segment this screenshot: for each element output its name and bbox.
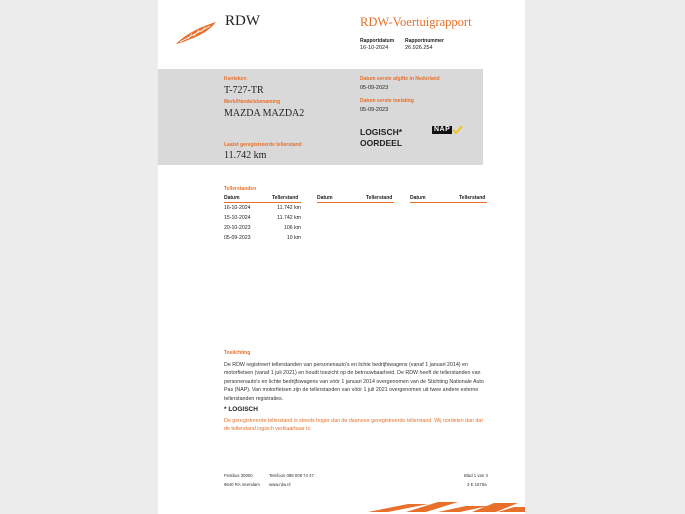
table-header-rule	[224, 202, 301, 203]
footer-website[interactable]: www.rdw.nl	[269, 482, 291, 487]
row-date: 15-10-2024	[224, 215, 251, 221]
table-row	[224, 215, 301, 225]
nap-badge	[432, 125, 463, 134]
row-reading: 106 km	[283, 225, 301, 231]
first-admission-label: Datum eerste toelating	[360, 98, 414, 104]
odometer-label: Laatst geregistreerde tellerstand	[224, 142, 302, 148]
footer-po-box: Postbus 30000	[224, 473, 253, 478]
plate-label: Kenteken	[224, 76, 247, 82]
report-title: RDW-Voertuigrapport	[360, 15, 472, 29]
report-date-label: Rapportdatum	[360, 38, 395, 44]
table-row	[224, 225, 301, 235]
table-header-rule-2	[317, 202, 394, 203]
col-date-header-3: Datum	[410, 195, 426, 201]
row-date: 05-09-2023	[224, 235, 251, 241]
row-date: 16-10-2024	[224, 205, 251, 211]
readings-table	[224, 205, 301, 245]
brand-name: RDW	[225, 13, 260, 29]
vehicle-panel	[158, 69, 483, 165]
first-admission-date: 05-09-2023	[360, 107, 389, 113]
col-date-header-2: Datum	[317, 195, 333, 201]
plate-number: T-727-TR	[224, 85, 264, 96]
verdict-line1: LOGISCH*	[360, 127, 403, 137]
nap-label: NAP	[434, 125, 451, 133]
col-reading-header-3: Tellerstand	[459, 195, 486, 201]
make-model: MAZDA MAZDA2	[224, 108, 305, 119]
report-date: 16-10-2024	[360, 45, 389, 51]
rdw-feather-logo-icon	[174, 20, 218, 46]
verdict-line2: OORDEEL	[360, 138, 403, 148]
rdw-stripes-decoration	[368, 500, 525, 514]
checkmark-icon	[452, 125, 463, 134]
col-date-header: Datum	[224, 195, 240, 201]
explanation-title: Toelichting	[224, 350, 251, 356]
col-reading-header-2: Tellerstand	[366, 195, 393, 201]
table-row	[224, 235, 301, 245]
row-date: 20-10-2023	[224, 225, 251, 231]
footer-phone: Telefoon 088 008 74 47	[269, 473, 314, 478]
first-nl-date: 05-09-2023	[360, 85, 389, 91]
first-nl-label: Datum eerste afgifte in Nederland	[360, 76, 440, 82]
row-reading: 11.742 km	[277, 215, 301, 221]
table-row	[224, 205, 301, 215]
explanation-paragraph: De RDW registreert tellerstanden van personenauto's en lichte bedrijfswagens (vanaf 1 januari 2014) en motorfietsen (vanaf 1 juli 2021) en houdt toezicht op de betrouwbaarheid. De RDW heeft de tellerstanden van personenauto's en lichte bedrijfswagens van vóór 1 januari 2014 overgenomen van de Stichting Nationale Auto Pas (NAP). Van motorfietsen zijn de tellerstanden van vóór 1 juli 2021 overgenomen uit twee andere externe tellerstanden registraties.	[224, 362, 484, 402]
table-header-rule-3	[410, 202, 487, 203]
footer-code: 3 E 1675a	[467, 482, 487, 487]
row-reading: 11.742 km	[277, 205, 301, 211]
make-model-label: Merk/Handelsbenaming	[224, 99, 281, 105]
footer-page-number: Blad 1 van 3	[464, 473, 488, 478]
odometer-value: 11.742 km	[224, 150, 267, 161]
logisch-heading: * LOGISCH	[224, 406, 258, 413]
report-page	[158, 0, 525, 514]
logisch-explanation: De geregistreerde tellerstand is steeds hoger dan de daarvoor geregistreerde tellerstand. Wij oordelen dan dat de tellerstand logisch verklaarbaar is.	[224, 418, 483, 433]
footer-city: 9640 RA Veendam	[224, 482, 260, 487]
report-number-label: Rapportnummer	[405, 38, 444, 44]
col-reading-header: Tellerstand	[272, 195, 299, 201]
row-reading: 10 km	[286, 235, 301, 241]
report-number: 26.926.254	[405, 45, 433, 51]
readings-title: Tellerstanden	[224, 186, 257, 192]
